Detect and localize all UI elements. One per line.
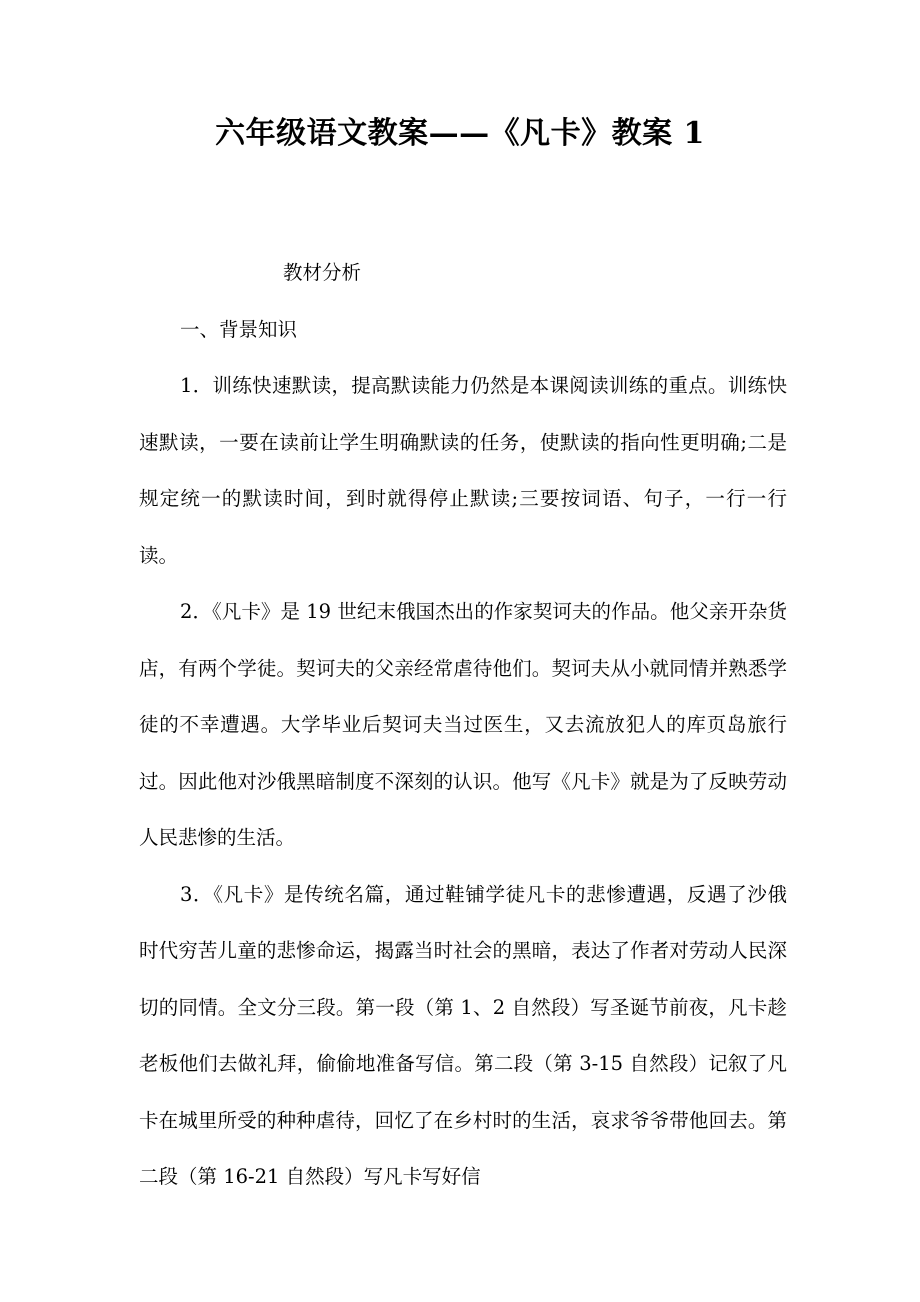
paragraph-3: 3．《凡卡》是传统名篇，通过鞋铺学徒凡卡的悲惨遭遇，反遇了沙俄时代穷苦儿童的悲惨命运，揭露当时社会的黑暗，表达了作者对劳动人民深切的同情。全文分三段。第一段（第 1、2 自然段）写圣诞节前夜，凡卡趁老板他们去做礼拜，偷偷地准备写信。第二段（第 3-15 自然段）记叙了凡卡在城里所受的种种虐待，回忆了在乡村时的生活，哀求爷爷带他回去。第二段（第 16-21 自然段）写凡卡写好信 <box>139 882 787 1188</box>
paragraph-2: 2．《凡卡》是 19 世纪末俄国杰出的作家契诃夫的作品。他父亲开杂货店，有两个学徒。契诃夫的父亲经常虐待他们。契诃夫从小就同情并熟悉学徒的不幸遭遇。大学毕业后契诃夫当过医生，又去流放犯人的库页岛旅行过。因此他对沙俄黑暗制度不深刻的认识。他写《凡卡》就是为了反映劳动人民悲惨的生活。 <box>139 600 787 849</box>
paragraph-background-heading: 一、背景知识 <box>180 317 298 341</box>
document-body <box>139 245 787 1206</box>
section-heading: 教材分析 <box>283 261 362 284</box>
document-title: 六年级语文教案——《凡卡》教案 1 <box>215 116 705 151</box>
paragraph-1: 1．训练快速默读，提高默读能力仍然是本课阅读训练的重点。训练快速默读，一要在读前让学生明确默读的任务，使默读的指向性更明确;二是规定统一的默读时间，到时就得停止默读;三要按词语、句子，一行一行读。 <box>139 374 787 567</box>
